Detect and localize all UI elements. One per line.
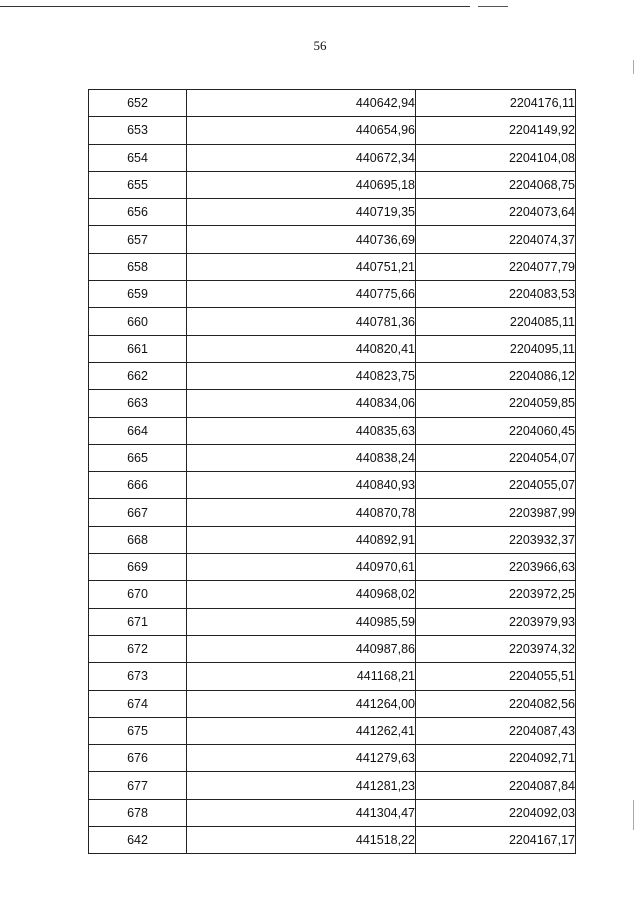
point-number-cell: 677 [89,772,187,799]
table-row [89,799,576,826]
point-number-cell: 669 [89,554,187,581]
y-coordinate-cell: 2204059,85 [416,390,576,417]
point-number-cell: 673 [89,663,187,690]
point-number-cell: 678 [89,799,187,826]
point-number-cell: 655 [89,171,187,198]
y-coordinate-cell: 2204104,08 [416,144,576,171]
x-coordinate-cell: 440672,34 [187,144,416,171]
point-number-cell: 666 [89,472,187,499]
table-row [89,472,576,499]
table-row [89,362,576,389]
table-row [89,253,576,280]
y-coordinate-cell: 2204087,84 [416,772,576,799]
scan-top-border-line [0,6,470,7]
point-number-cell: 642 [89,827,187,854]
table-row [89,226,576,253]
y-coordinate-cell: 2204092,03 [416,799,576,826]
y-coordinate-cell: 2204073,64 [416,199,576,226]
table-row [89,554,576,581]
table-row [89,335,576,362]
x-coordinate-cell: 440985,59 [187,608,416,635]
y-coordinate-cell: 2204074,37 [416,226,576,253]
table-row [89,444,576,471]
scan-edge-mark [633,800,634,830]
point-number-cell: 674 [89,690,187,717]
y-coordinate-cell: 2203966,63 [416,554,576,581]
point-number-cell: 676 [89,745,187,772]
x-coordinate-cell: 440695,18 [187,171,416,198]
scan-top-border-dash [478,6,508,7]
y-coordinate-cell: 2204077,79 [416,253,576,280]
table-row [89,690,576,717]
y-coordinate-cell: 2204060,45 [416,417,576,444]
point-number-cell: 661 [89,335,187,362]
point-number-cell: 672 [89,635,187,662]
x-coordinate-cell: 441304,47 [187,799,416,826]
y-coordinate-cell: 2204055,07 [416,472,576,499]
y-coordinate-cell: 2204095,11 [416,335,576,362]
point-number-cell: 663 [89,390,187,417]
coordinates-table-body [89,90,576,854]
point-number-cell: 659 [89,281,187,308]
table-row [89,281,576,308]
x-coordinate-cell: 440775,66 [187,281,416,308]
table-row [89,717,576,744]
table-row [89,90,576,117]
x-coordinate-cell: 441518,22 [187,827,416,854]
y-coordinate-cell: 2204087,43 [416,717,576,744]
x-coordinate-cell: 441262,41 [187,717,416,744]
table-row [89,417,576,444]
x-coordinate-cell: 440781,36 [187,308,416,335]
x-coordinate-cell: 441279,63 [187,745,416,772]
x-coordinate-cell: 440838,24 [187,444,416,471]
x-coordinate-cell: 440970,61 [187,554,416,581]
point-number-cell: 675 [89,717,187,744]
point-number-cell: 664 [89,417,187,444]
x-coordinate-cell: 440835,63 [187,417,416,444]
table-row [89,308,576,335]
y-coordinate-cell: 2204083,53 [416,281,576,308]
point-number-cell: 668 [89,526,187,553]
table-row [89,526,576,553]
y-coordinate-cell: 2203972,25 [416,581,576,608]
page-number: 56 [313,38,327,53]
x-coordinate-cell: 440719,35 [187,199,416,226]
y-coordinate-cell: 2204149,92 [416,117,576,144]
table-row [89,635,576,662]
x-coordinate-cell: 441281,23 [187,772,416,799]
y-coordinate-cell: 2204086,12 [416,362,576,389]
coordinates-table [88,89,576,854]
table-row [89,663,576,690]
x-coordinate-cell: 440870,78 [187,499,416,526]
table-row [89,772,576,799]
table-row [89,144,576,171]
x-coordinate-cell: 440751,21 [187,253,416,280]
point-number-cell: 657 [89,226,187,253]
point-number-cell: 671 [89,608,187,635]
y-coordinate-cell: 2204092,71 [416,745,576,772]
x-coordinate-cell: 440654,96 [187,117,416,144]
x-coordinate-cell: 440736,69 [187,226,416,253]
x-coordinate-cell: 440820,41 [187,335,416,362]
y-coordinate-cell: 2203932,37 [416,526,576,553]
y-coordinate-cell: 2204082,56 [416,690,576,717]
x-coordinate-cell: 440823,75 [187,362,416,389]
y-coordinate-cell: 2203974,32 [416,635,576,662]
point-number-cell: 660 [89,308,187,335]
x-coordinate-cell: 440642,94 [187,90,416,117]
point-number-cell: 652 [89,90,187,117]
table-row [89,499,576,526]
y-coordinate-cell: 2204068,75 [416,171,576,198]
point-number-cell: 658 [89,253,187,280]
point-number-cell: 665 [89,444,187,471]
table-row [89,745,576,772]
y-coordinate-cell: 2204085,11 [416,308,576,335]
point-number-cell: 662 [89,362,187,389]
y-coordinate-cell: 2204167,17 [416,827,576,854]
table-row [89,827,576,854]
x-coordinate-cell: 441264,00 [187,690,416,717]
table-row [89,608,576,635]
point-number-cell: 667 [89,499,187,526]
x-coordinate-cell: 440892,91 [187,526,416,553]
table-row [89,117,576,144]
point-number-cell: 656 [89,199,187,226]
x-coordinate-cell: 441168,21 [187,663,416,690]
x-coordinate-cell: 440840,93 [187,472,416,499]
point-number-cell: 654 [89,144,187,171]
y-coordinate-cell: 2204176,11 [416,90,576,117]
table-row [89,199,576,226]
y-coordinate-cell: 2203987,99 [416,499,576,526]
y-coordinate-cell: 2204055,51 [416,663,576,690]
x-coordinate-cell: 440987,86 [187,635,416,662]
y-coordinate-cell: 2203979,93 [416,608,576,635]
point-number-cell: 670 [89,581,187,608]
x-coordinate-cell: 440968,02 [187,581,416,608]
x-coordinate-cell: 440834,06 [187,390,416,417]
table-row [89,390,576,417]
table-row [89,171,576,198]
scan-edge-mark [633,60,634,74]
table-row [89,581,576,608]
y-coordinate-cell: 2204054,07 [416,444,576,471]
point-number-cell: 653 [89,117,187,144]
